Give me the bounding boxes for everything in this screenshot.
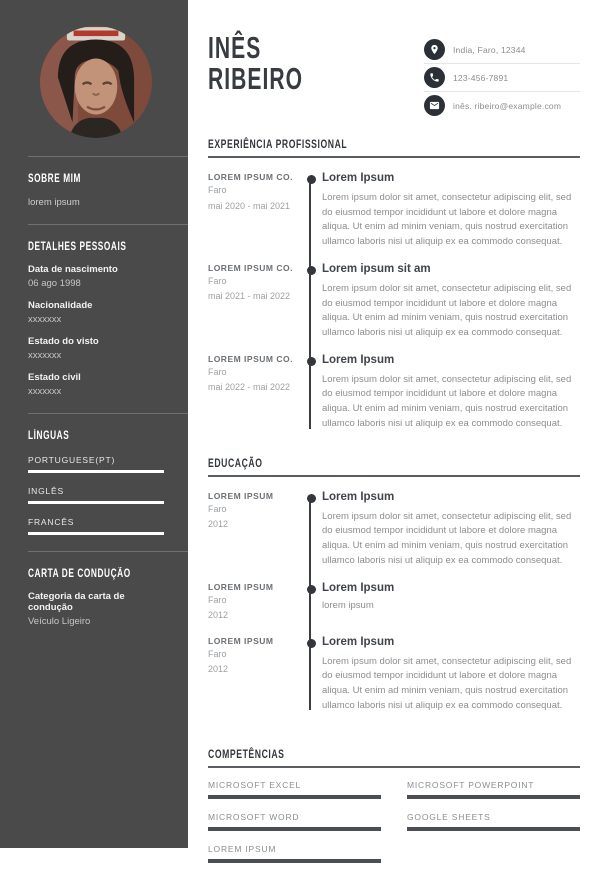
language-label: PORTUGUESE(PT) (28, 455, 116, 465)
timeline-column (300, 491, 322, 569)
language-label: FRANCÊS (28, 517, 75, 527)
job-description: Lorem ipsum dolor sit amet, consectetur adipiscing elit, sed do eiusmod tempor incididunt ut labore et dolore magna aliqua. Ut enim ad minim veniam, quis nostrud exercitation ullamco laboris nisi ut aliquip ex ea commodo consequat. (322, 373, 572, 429)
detail-item (28, 264, 164, 289)
driving-licence-section (28, 568, 164, 627)
skill-label: MICROSOFT POWERPOINT (407, 780, 535, 791)
experience-heading-label: EXPERIÊNCIA PROFISSIONAL (208, 137, 348, 151)
language-item (28, 517, 164, 535)
about-heading-label: SOBRE MIM (28, 173, 82, 185)
experience-entry (208, 172, 580, 250)
timeline-column (300, 354, 322, 432)
company-location: Faro (208, 185, 227, 195)
entry-meta (208, 491, 300, 569)
detail-label: Estado do visto (28, 336, 99, 347)
detail-label: Estado civil (28, 372, 81, 383)
main-content (188, 0, 600, 855)
school-name: LOREM IPSUM (208, 581, 274, 592)
driving-label: Categoria da carta de condução (28, 591, 125, 613)
timeline-dot (307, 175, 316, 184)
skills-section (208, 747, 580, 876)
education-entry (208, 636, 580, 714)
skill-label: MICROSOFT WORD (208, 812, 300, 823)
experience-entries (208, 172, 580, 432)
education-entries (208, 491, 580, 714)
sidebar-divider (28, 224, 188, 225)
detail-value: xxxxxxx (28, 386, 62, 397)
detail-label: Nacionalidade (28, 300, 93, 311)
experience-section (208, 137, 580, 432)
skill-label: MICROSOFT EXCEL (208, 780, 302, 791)
job-title: Lorem Ipsum (322, 172, 395, 184)
detail-value: xxxxxxx (28, 314, 62, 325)
entry-meta (208, 263, 300, 341)
skill-label: LOREM IPSUM (208, 844, 277, 855)
company-location: Faro (208, 275, 227, 286)
job-title: Lorem ipsum sit am (322, 262, 431, 275)
first-name (208, 32, 348, 63)
entry-meta (208, 354, 300, 432)
skills-column-left (208, 780, 381, 876)
experience-entry (208, 354, 580, 432)
details-heading-label: DETALHES PESSOAIS (28, 241, 127, 253)
language-level-bar (28, 501, 164, 504)
skill-label: GOOGLE SHEETS (407, 812, 491, 823)
education-entry (208, 582, 580, 623)
school-name: LOREM IPSUM (208, 490, 274, 501)
entry-year: 2012 (208, 664, 229, 674)
entry-body (322, 172, 580, 250)
contact-phone-text: 123-456-7891 (453, 72, 509, 83)
detail-value: xxxxxxx (28, 350, 62, 361)
degree-title: Lorem Ipsum (322, 581, 395, 594)
location-icon (424, 39, 445, 60)
company-location: Faro (208, 366, 227, 377)
email-icon (424, 95, 445, 116)
skill-item (208, 812, 381, 831)
sidebar-divider (28, 413, 188, 414)
education-heading-label: EDUCAÇÃO (208, 455, 263, 470)
entry-meta (208, 172, 300, 250)
detail-item (28, 372, 164, 397)
timeline-column (300, 582, 322, 623)
contact-email-text: inês. ribeiro@example.com (453, 100, 562, 111)
job-description: Lorem ipsum dolor sit amet, consectetur adipiscing elit, sed do eiusmod tempor incididunt ut labore et dolore magna aliqua. Ut enim ad minim veniam, quis nostrud exercitation ullamco laboris nisi ut aliquip ex ea commodo consequat. (322, 282, 572, 339)
skills-heading (208, 747, 580, 768)
language-level-bar (28, 532, 164, 535)
about-text: lorem ipsum (28, 197, 80, 208)
education-entry (208, 491, 580, 569)
skill-level-bar (208, 859, 381, 863)
skill-item (407, 812, 580, 831)
sidebar-divider (28, 551, 188, 552)
skill-level-bar (208, 795, 381, 799)
entry-meta (208, 636, 300, 714)
experience-entry (208, 263, 580, 341)
driving-heading-label: CARTA DE CONDUÇÃO (28, 568, 131, 580)
skill-item (208, 844, 381, 863)
job-description: Lorem ipsum dolor sit amet, consectetur adipiscing elit, sed do eiusmod tempor incididunt ut labore et dolore magna aliqua. Ut enim ad minim veniam, quis nostrud exercitation ullamco laboris nisi ut aliquip ex ea commodo consequat. (322, 192, 572, 248)
school-location: Faro (208, 648, 227, 659)
driving-item (28, 591, 164, 627)
timeline-column (300, 636, 322, 714)
entry-dates: mai 2021 - mai 2022 (208, 291, 291, 302)
phone-icon (424, 67, 445, 88)
driving-value: Veículo Ligeiro (28, 616, 91, 627)
entry-body (322, 582, 580, 623)
company-name: LOREM IPSUM CO. (208, 172, 293, 182)
detail-value: 06 ago 1998 (28, 278, 81, 289)
skills-heading-label: COMPETÊNCIAS (208, 747, 285, 762)
name-block (208, 32, 348, 119)
degree-description: Lorem ipsum dolor sit amet, consectetur adipiscing elit, sed do eiusmod tempor incididunt ut labore et dolore magna aliqua. Ut enim ad minim veniam, quis nostrud exercitation ullamco laboris nisi ut aliquip ex ea commodo consequat. (322, 510, 572, 566)
skills-column-right (407, 780, 580, 876)
experience-heading (208, 137, 580, 158)
contact-row-email (424, 92, 580, 119)
entry-body (322, 354, 580, 432)
language-level-bar (28, 470, 164, 473)
language-label: INGLÊS (28, 486, 64, 496)
profile-photo-illustration (40, 26, 152, 138)
sidebar-divider (28, 156, 188, 157)
about-section (28, 173, 164, 208)
profile-photo (40, 26, 152, 138)
timeline-column (300, 172, 322, 250)
skill-level-bar (407, 795, 580, 799)
skills-grid (208, 780, 580, 876)
languages-heading-label: LÍNGUAS (28, 430, 70, 442)
sidebar (0, 0, 188, 848)
entry-dates: mai 2020 - mai 2021 (208, 200, 291, 211)
contact-list (424, 36, 580, 119)
skill-item (407, 780, 580, 799)
header (208, 32, 580, 119)
company-name: LOREM IPSUM CO. (208, 353, 293, 364)
timeline-dot (307, 266, 316, 275)
education-section (208, 456, 580, 714)
education-heading (208, 456, 580, 477)
job-title: Lorem Ipsum (322, 353, 395, 366)
contact-row-phone (424, 64, 580, 92)
entry-year: 2012 (208, 610, 229, 620)
entry-meta (208, 582, 300, 623)
entry-body (322, 491, 580, 569)
timeline-dot (307, 357, 316, 366)
personal-details-section (28, 241, 164, 397)
timeline-dot (307, 494, 316, 503)
detail-item (28, 336, 164, 361)
entry-dates: mai 2022 - mai 2022 (208, 382, 291, 393)
timeline-dot (307, 585, 316, 594)
timeline-dot (307, 639, 316, 648)
company-name: LOREM IPSUM CO. (208, 262, 293, 273)
last-name-label: RIBEIRO (208, 61, 303, 96)
about-heading (28, 173, 164, 185)
languages-section (28, 430, 164, 535)
languages-heading (28, 430, 164, 442)
school-name: LOREM IPSUM (208, 635, 274, 646)
school-location: Faro (208, 594, 227, 605)
detail-label: Data de nascimento (28, 264, 118, 275)
entry-body (322, 636, 580, 714)
first-name-label: INÊS (208, 30, 262, 65)
degree-title: Lorem Ipsum (322, 490, 395, 503)
skill-level-bar (208, 827, 381, 831)
timeline-column (300, 263, 322, 341)
last-name (208, 63, 348, 94)
skill-item (208, 780, 381, 799)
degree-description: Lorem ipsum dolor sit amet, consectetur adipiscing elit, sed do eiusmod tempor incididunt ut labore et dolore magna aliqua. Ut enim ad minim veniam, quis nostrud exercitation ullamco laboris nisi ut aliquip ex ea commodo consequat. (322, 655, 572, 711)
language-item (28, 486, 164, 504)
degree-title: Lorem Ipsum (322, 635, 395, 648)
detail-item (28, 300, 164, 325)
driving-heading (28, 568, 164, 580)
contact-location-text: India, Faro, 12344 (453, 44, 526, 55)
contact-row-location (424, 36, 580, 64)
degree-description: lorem ipsum (322, 599, 374, 611)
school-location: Faro (208, 503, 227, 514)
language-item (28, 455, 164, 473)
skill-level-bar (407, 827, 580, 831)
entry-body (322, 263, 580, 341)
entry-year: 2012 (208, 519, 229, 530)
details-heading (28, 241, 164, 253)
